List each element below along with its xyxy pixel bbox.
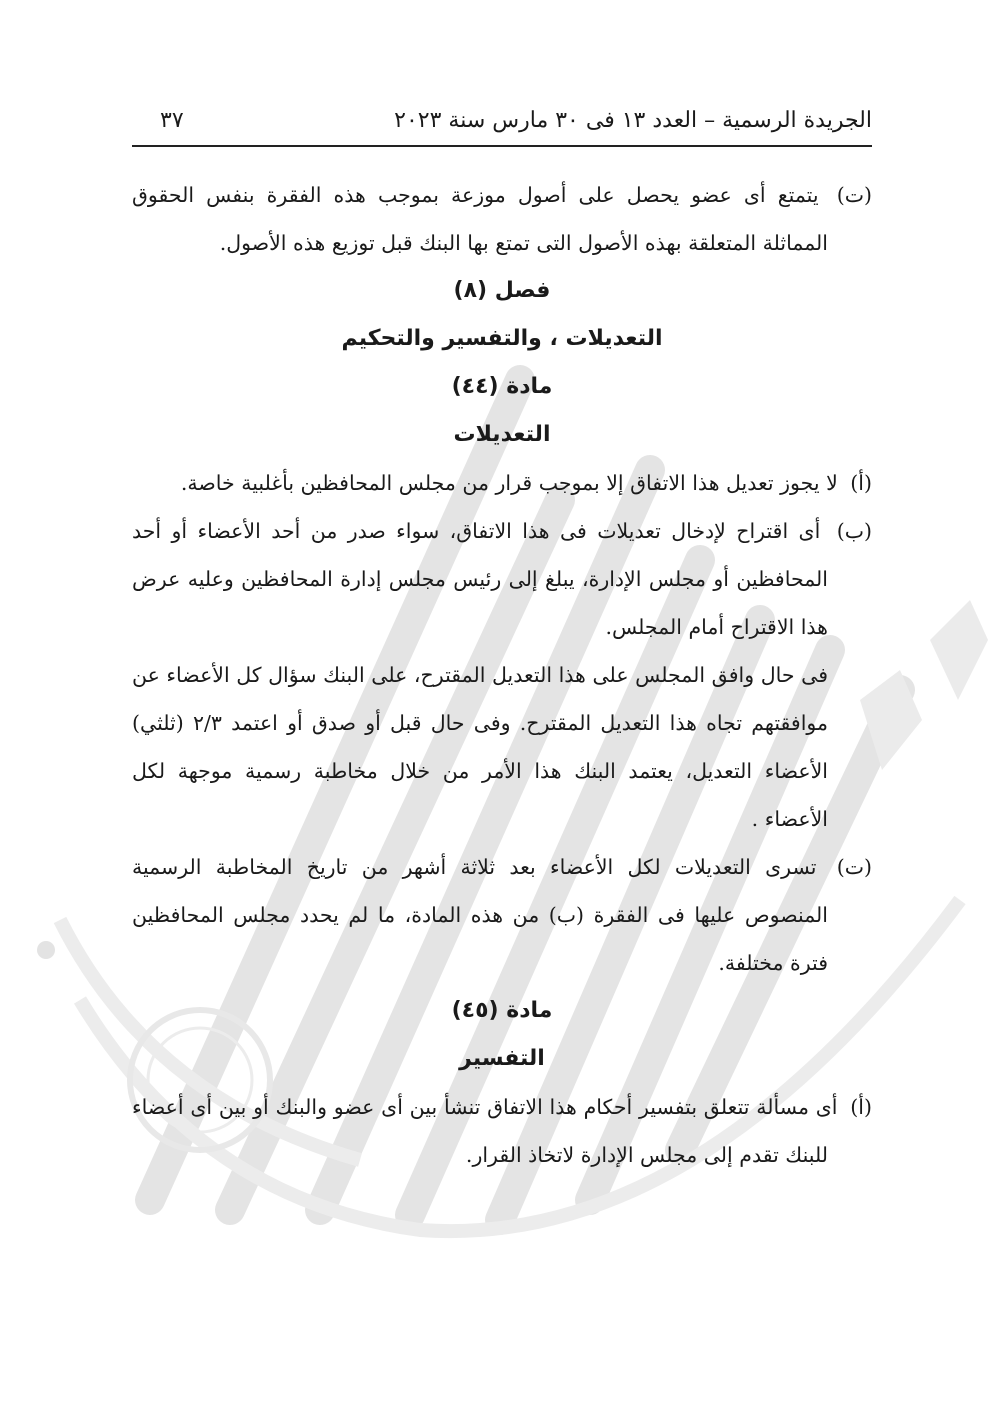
paragraph-marker: (ت) [836,183,872,207]
paragraph-text: يتمتع أى عضو يحصل على أصول موزعة بموجب هذه الفقرة بنفس الحقوق المماثلة المتعلقة بهذه الأصول التى تمتع بها البنك قبل توزيع هذه الأصول. [132,183,828,255]
paragraph-marker: (ت) [836,855,872,879]
article-44-title: التعديلات [453,422,551,447]
paragraph-text: تسرى التعديلات لكل الأعضاء بعد ثلاثة أشهر من تاريخ المخاطبة الرسمية المنصوص عليها فى الفقرة (ب) من هذه المادة، ما لم يحدد مجلس المحافظين فترة مختلفة. [132,855,828,975]
page-header [132,108,872,147]
page-number: ٣٧ [160,108,184,133]
article-45-number: مادة (٤٥) [451,998,553,1023]
paragraph-t-assets [132,171,872,267]
paragraph-text: لا يجوز تعديل هذا الاتفاق إلا بموجب قرار من مجلس المحافظين بأغلبية خاصة. [180,471,838,495]
article-44-paragraph-a [132,459,872,507]
document-page [132,108,872,1179]
paragraph-marker: (ب) [836,519,872,543]
chapter-number: فصل (٨) [453,278,551,303]
paragraph-text: أى مسألة تتعلق بتفسير أحكام هذا الاتفاق تنشأ بين أى عضو والبنك أو بين أى أعضاء للبنك تقدم إلى مجلس الإدارة لاتخاذ القرار. [132,1095,838,1167]
article-44-paragraph-t [132,843,872,987]
article-45-title: التفسير [459,1046,545,1071]
article-44-number: مادة (٤٤) [451,374,553,399]
paragraph-marker: (أ) [850,1095,872,1119]
article-44-paragraph-b-continued: فى حال وافق المجلس على هذا التعديل المقترح، على البنك سؤال كل الأعضاء عن موافقتهم تجاه هذا التعديل المقترح. وفى حال قبل أو صدق أو اعتمد ٢/٣ (ثلثي) الأعضاء التعديل، يعتمد البنك هذا الأمر من خلال مخاطبة رسمية موجهة لكل الأعضاء . [132,663,828,831]
gazette-title: الجريدة الرسمية – العدد ١٣ فى ٣٠ مارس سنة ٢٠٢٣ [394,108,872,133]
article-44-paragraph-b [132,507,872,651]
paragraph-marker: (أ) [850,471,872,495]
paragraph-text: أى اقتراح لإدخال تعديلات فى هذا الاتفاق، سواء صدر من أحد الأعضاء أو أحد المحافظين أو مجلس الإدارة، يبلغ إلى رئيس مجلس إدارة المحافظين وعليه عرض هذا الاقتراح أمام المجلس. [132,519,828,639]
chapter-title: التعديلات ، والتفسير والتحكيم [341,326,663,351]
article-45-paragraph-a [132,1083,872,1179]
